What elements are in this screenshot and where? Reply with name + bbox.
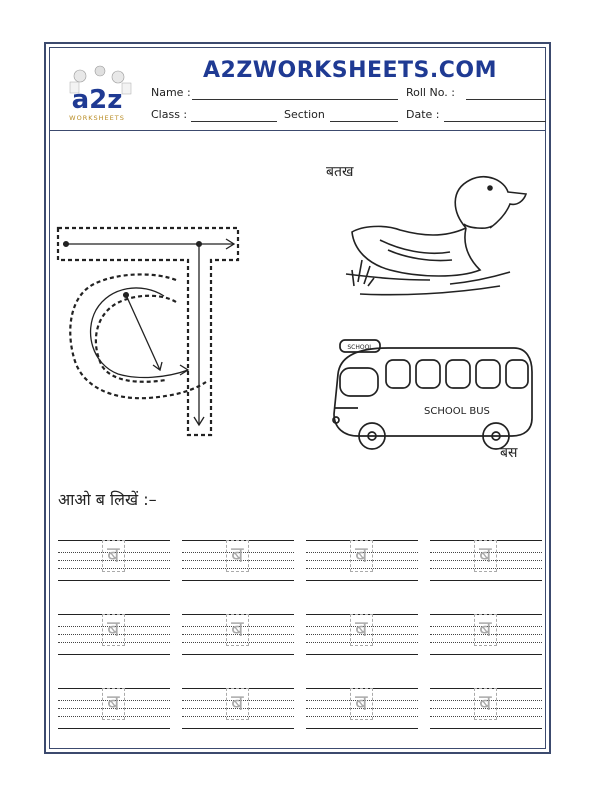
writing-line — [306, 580, 418, 581]
practice-block[interactable] — [306, 688, 418, 730]
writing-line — [182, 580, 294, 581]
trace-letter: ब — [350, 614, 373, 646]
name-label: Name : — [151, 86, 191, 99]
practice-block[interactable] — [306, 540, 418, 582]
writing-line — [430, 654, 542, 655]
practice-title: आओ ब लिखें :– — [58, 490, 157, 509]
trace-letter: ब — [226, 688, 249, 720]
trace-letter: ब — [474, 614, 497, 646]
practice-block[interactable] — [430, 688, 542, 730]
practice-block[interactable] — [306, 614, 418, 656]
trace-letter: ब — [102, 614, 125, 646]
practice-block[interactable] — [182, 688, 294, 730]
writing-line — [306, 654, 418, 655]
practice-block[interactable] — [430, 614, 542, 656]
practice-block[interactable] — [182, 614, 294, 656]
writing-line — [430, 580, 542, 581]
writing-line — [182, 654, 294, 655]
trace-letter: ब — [102, 540, 125, 572]
bus-sign-text: SCHOOL — [347, 344, 373, 351]
practice-block[interactable] — [58, 540, 170, 582]
practice-grid — [50, 48, 545, 748]
writing-line — [182, 728, 294, 729]
trace-letter: ब — [474, 540, 497, 572]
trace-letter: ब — [226, 540, 249, 572]
practice-block[interactable] — [430, 540, 542, 582]
logo-subtext: WORKSHEETS — [69, 114, 125, 122]
trace-letter: ब — [102, 688, 125, 720]
practice-block[interactable] — [58, 614, 170, 656]
class-label: Class : — [151, 108, 188, 121]
site-title: A2ZWORKSHEETS.COM — [202, 58, 497, 83]
roll-label: Roll No. : — [406, 86, 455, 99]
practice-block[interactable] — [182, 540, 294, 582]
duck-label: बतख — [326, 164, 354, 180]
practice-block[interactable] — [58, 688, 170, 730]
writing-line — [58, 728, 170, 729]
writing-line — [58, 580, 170, 581]
bus-side-text: SCHOOL BUS — [424, 406, 490, 417]
writing-line — [430, 728, 542, 729]
bus-label: बस — [500, 445, 518, 461]
section-label: Section — [284, 108, 325, 121]
trace-letter: ब — [350, 688, 373, 720]
writing-line — [306, 728, 418, 729]
writing-line — [58, 654, 170, 655]
worksheet-frame — [44, 42, 551, 754]
trace-letter: ब — [226, 614, 249, 646]
date-label: Date : — [406, 108, 440, 121]
logo-text: a2z — [71, 85, 123, 115]
worksheet-inner-border — [49, 47, 546, 749]
trace-letter: ब — [474, 688, 497, 720]
trace-letter: ब — [350, 540, 373, 572]
